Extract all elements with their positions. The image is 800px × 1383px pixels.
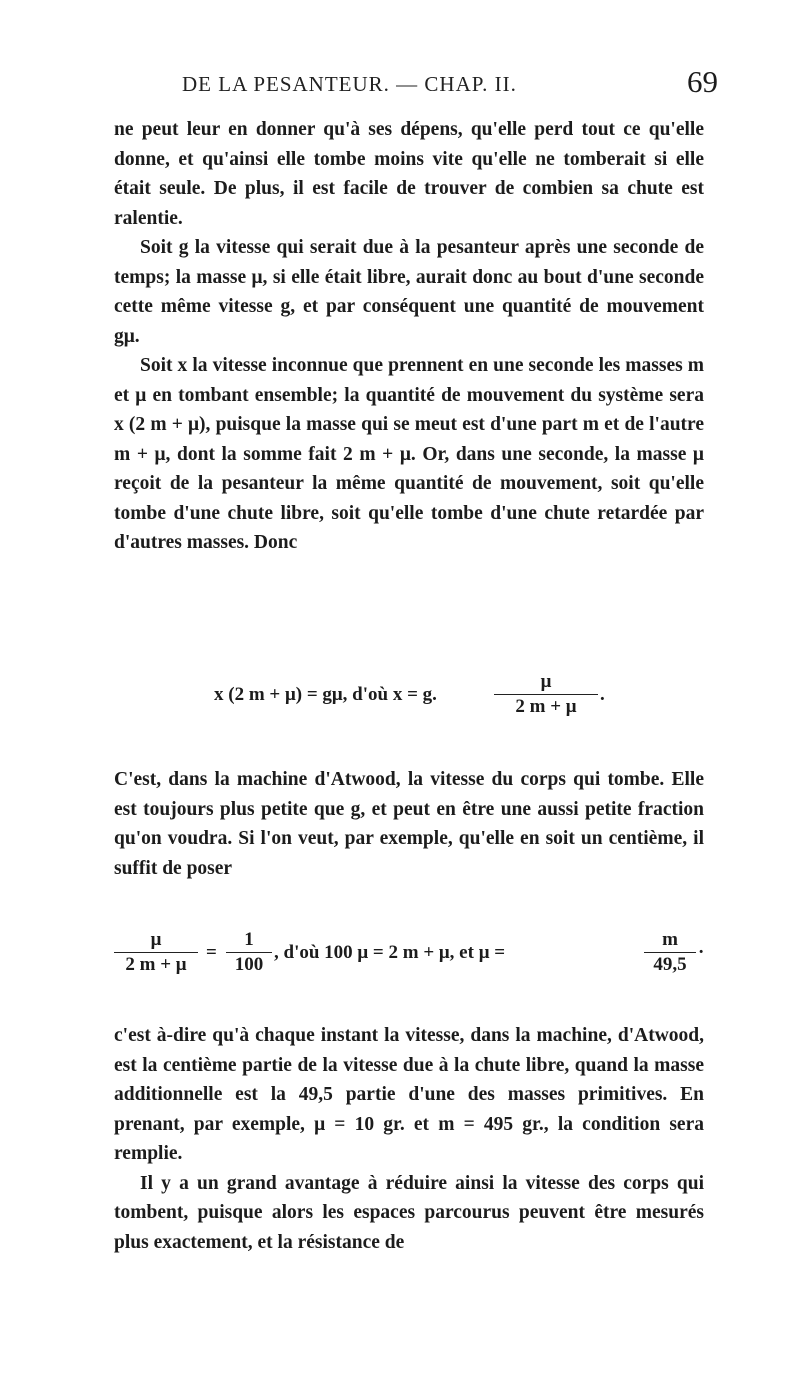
equation-middle: , d'où 100 μ = 2 m + μ, et μ = xyxy=(274,942,506,963)
paragraph-5: c'est à-dire qu'à chaque instant la vitesse, dans la machine, d'Atwood, est la centième partie de la vitesse due à la chute libre, quand la masse additionnelle est la 49,5 partie d'une des masses primitives. En prenant, par exemple, μ = 10 gr. et m = 495 gr., la condition sera remplie. xyxy=(114,1025,704,1164)
fraction-one-hundredth xyxy=(226,928,272,977)
fraction-denominator: 2 m + μ xyxy=(515,696,577,717)
equation-end: · xyxy=(698,942,705,963)
fraction-denominator: 49,5 xyxy=(653,954,687,975)
paragraph-4: C'est, dans la machine d'Atwood, la vitesse du corps qui tombe. Elle est toujours plus petite que g, et peut en être une aussi petite fraction qu'on voudra. Si l'on veut, par exemple, qu'elle en soit un centième, il suffit de poser xyxy=(114,769,704,879)
fraction-denominator: 2 m + μ xyxy=(125,954,187,975)
text-block-upper xyxy=(114,115,704,558)
fraction-numerator: μ xyxy=(114,928,198,953)
fraction-numerator: μ xyxy=(494,670,598,695)
equation-end: . xyxy=(600,684,605,705)
equals-sign: = xyxy=(206,942,217,963)
fraction-numerator: 1 xyxy=(226,928,272,953)
equation-lhs: x (2 m + μ) = gμ, d'où x = g. xyxy=(214,684,437,705)
fraction-numerator: m xyxy=(644,928,696,953)
equation-centieme xyxy=(114,928,704,988)
paragraph-1: ne peut leur en donner qu'à ses dépens, qu'elle perd tout ce qu'elle donne, et qu'ainsi elle tombe moins vite qu'elle ne tomberait si elle était seule. De plus, il est facile de trouver de combien sa chute est ralentie. xyxy=(114,119,704,229)
paragraph-3: Soit x la vitesse inconnue que prennent en une seconde les masses m et μ en tombant ensemble; la quantité de mouvement du système sera x (2 m + μ), puisque la masse qui se meut est d'une part m et de l'autre m + μ, dont la somme fait 2 m + μ. Or, dans une seconde, la masse μ reçoit de la pesanteur la même quantité de mouvement, soit qu'elle tombe d'une chute libre, soit qu'elle tombe d'une chute retardée par d'autres masses. Donc xyxy=(114,355,704,553)
fraction-mu-over-2m-plus-mu xyxy=(494,670,598,719)
running-title: DE LA PESANTEUR. — CHAP. II. xyxy=(182,72,517,96)
fraction-denominator: 100 xyxy=(234,954,264,975)
text-block-lower xyxy=(114,1021,704,1257)
page-number: 69 xyxy=(687,64,718,99)
paragraph-2: Soit g la vitesse qui serait due à la pesanteur après une seconde de temps; la masse μ, si elle était libre, aurait donc au bout d'une seconde cette même vitesse g, et par conséquent une quantité de mouvement gμ. xyxy=(114,237,704,347)
fraction-mu-over-2m-plus-mu xyxy=(114,928,198,977)
text-block-middle xyxy=(114,765,704,883)
page-header xyxy=(118,64,718,108)
paragraph-6: Il y a un grand avantage à réduire ainsi la vitesse des corps qui tombent, puisque alors les espaces parcourus peuvent être mesurés plus exactement, et la résistance de xyxy=(114,1172,704,1253)
fraction-m-over-49-5 xyxy=(644,928,696,977)
equation-velocity xyxy=(114,670,704,730)
